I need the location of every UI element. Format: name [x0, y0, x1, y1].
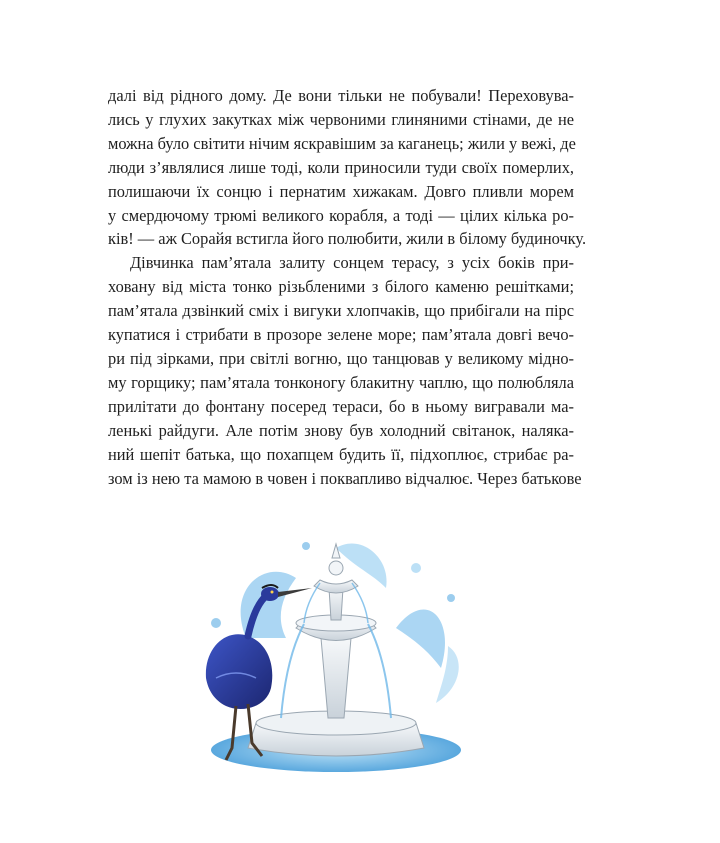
text-line: ний шепіт батька, що похапцем будить її, підхоплює, стрибає ра- — [108, 444, 574, 464]
text-line: пам’ятала дзвінкий сміх і вигуки хлопчаків, що прибігали на пірс — [108, 301, 574, 321]
text-line: лись у глухих закутках між червоними глиняними стінами, де не — [108, 109, 574, 129]
text-line: люди з’являлися лише тоді, коли приносили туди своїх померлих, — [108, 157, 574, 177]
paragraph-2 — [108, 251, 582, 490]
body-text — [108, 84, 587, 490]
text-line: ховану від міста тонко різьбленими з білого каменю решітками; — [108, 277, 574, 297]
text-line: купатися і стрибати в прозоре зелене море; пам’ятала довгі вечо- — [108, 325, 574, 345]
text-line: зом із нею та мамою в човен і поквапливо відчалює. Через батькове — [108, 468, 582, 488]
text-line: ків! — аж Сорайя встигла його полюбити, жили в білому будиночку. — [108, 229, 587, 249]
text-line: можна було світити нічим яскравішим за каганець; жили у вежі, де — [108, 133, 576, 153]
text-line: полишаючи їх сонцю і пернатим хижакам. Довго пливли морем — [108, 181, 574, 201]
text-line: Дівчинка пам’ятала залиту сонцем терасу, з усіх боків при- — [130, 253, 574, 273]
text-line: у смердючому трюмі великого корабля, а тоді — цілих кілька ро- — [108, 205, 574, 225]
text-line: далі від рідного дому. Де вони тільки не побували! Переховува- — [108, 86, 574, 105]
paragraph-1 — [108, 84, 587, 251]
text-line: ленькі райдуги. Але потім знову був холодний світанок, наляка- — [108, 420, 574, 440]
text-line: ри під зірками, при світлі вогню, що танцював у великому мідно- — [108, 348, 574, 368]
text-line: му горщику; пам’ятала тонконогу блакитну чаплю, що полюбляла — [108, 372, 574, 392]
text-line: прилітати до фонтану посеред тераси, бо в ньому вигравали ма- — [108, 396, 574, 416]
heron-fountain-illustration — [186, 528, 468, 784]
